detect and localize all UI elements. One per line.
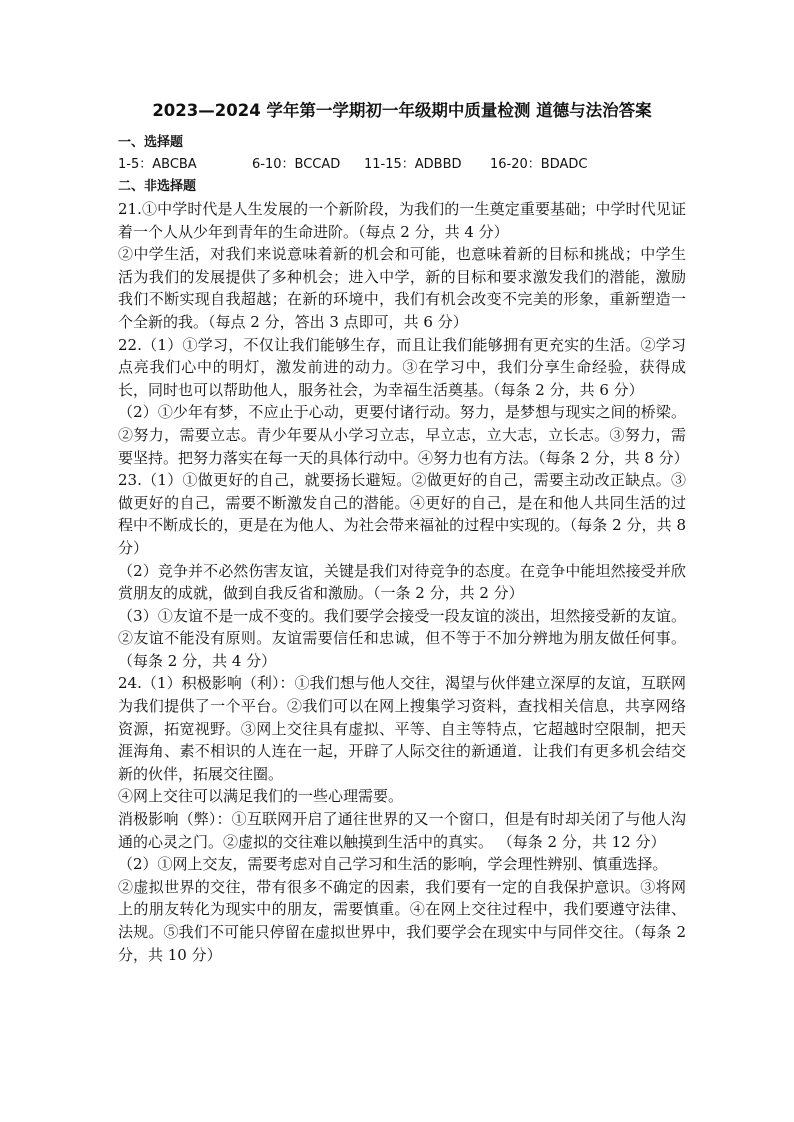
answer-paragraph: （2）竞争并不必然伤害友谊，关键是我们对待竞争的态度。在竞争中能坦然接受并欣赏朋友的成就，做到自我反省和激励。（一条 2 分，共 2 分） (118, 561, 686, 603)
answer-paragraph: 21.①中学时代是人生发展的一个新阶段，为我们的一生奠定重要基础；中学时代见证着一个人从少年到青年的生命进阶。（每点 2 分，共 4 分） (118, 200, 686, 241)
choice-answer-group: 1-5：ABCBA (118, 157, 197, 172)
answer-paragraph: ②中学生活，对我们来说意味着新的机会和可能，也意味着新的目标和挑战；中学生活为我们的发展提供了多种机会；进入中学，新的目标和要求激发我们的潜能，激励我们不断实现自我超越；在新的环境中，我们有机会改变不完美的形象，重新塑造一个全新的我。（每点 2 分，答出 3 点即可，共 6 分） (118, 245, 686, 331)
choice-answer-group: 11-15：ADBBD (364, 157, 462, 172)
choice-answer-row (118, 154, 686, 176)
choice-answer-group: 6-10：BCCAD (252, 157, 341, 172)
answer-paragraph: （2）①网上交友，需要考虑对自己学习和生活的影响，学会理性辨别、慎重选择。 (118, 855, 668, 874)
answer-paragraph: 23.（1）①做更好的自己，就要扬长避短。②做更好的自己，需要主动改正缺点。③做更好的自己，需要不断激发自己的潜能。④更好的自己，是在和他人共同生活的过程中不断成长的，更是在为他人、为社会带来福祉的过程中实现的。（每条 2 分，共 8 分） (118, 471, 686, 557)
answer-paragraph: （2）①少年有梦，不应止于心动，更要付诸行动。努力，是梦想与现实之间的桥梁。②努力，需要立志。青少年要从小学习立志，早立志，立大志，立长志。③努力，需要坚持。把努力落实在每一天的具体行动中。④努力也有方法。（每条 2 分，共 8 分） (118, 403, 689, 467)
answer-paragraph: ④网上交往可以满足我们的一些心理需要。 (118, 787, 404, 806)
page-title: 2023—2024 学年第一学期初一年级期中质量检测 道德与法治答案 (152, 101, 652, 120)
choice-answer-group: 16-20：BDADC (490, 157, 588, 172)
answer-paragraph: （3）①友谊不是一成不变的。我们要学会接受一段友谊的淡出，坦然接受新的友谊。②友谊不能没有原则。友谊需要信任和忠诚，但不等于不加分辨地为朋友做任何事。（每条 2 分，共 4 分） (118, 606, 686, 670)
answer-paragraph: 消极影响（弊）：①互联网开启了通往世界的又一个窗口，但是有时却关闭了与他人沟通的心灵之门。②虚拟的交往难以触摸到生活中的真实。 （每条 2 分，共 12 分） (118, 810, 686, 851)
section-heading-choice: 一、选择题 (118, 135, 184, 150)
answer-sheet (118, 100, 689, 966)
answer-paragraph: 24.（1）积极影响（利）：①我们想与他人交往，渴望与伙伴建立深厚的友谊，互联网为我们提供了一个平台。②我们可以在网上搜集学习资料，查找相关信息，共享网络资源，拓宽视野。③网上交往具有虚拟、平等、自主等特点，它超越时空限制，把天涯海角、素不相识的人连在一起，开辟了人际交往的新通道．让我们有更多机会结交新的伙伴，拓展交往圈。 (118, 674, 686, 783)
answer-paragraph: 22.（1）①学习，不仅让我们能够生存，而且让我们能够拥有更充实的生活。②学习点亮我们心中的明灯，激发前进的动力。③在学习中，我们分享生命经验，获得成长，同时也可以帮助他人，服务社会，为幸福生活奠基。（每条 2 分，共 6 分） (118, 335, 686, 399)
answer-paragraph: ②虚拟世界的交往，带有很多不确定的因素，我们要有一定的自我保护意识。③将网上的朋友转化为现实中的朋友，需要慎重。④在网上交往过程中，我们要遵守法律、法规。⑤我们不可能只停留在虚拟世界中，我们要学会在现实中与同伴交往。（每条 2 分，共 10 分） (118, 877, 686, 964)
section-heading-nonchoice: 二、非选择题 (118, 179, 197, 194)
